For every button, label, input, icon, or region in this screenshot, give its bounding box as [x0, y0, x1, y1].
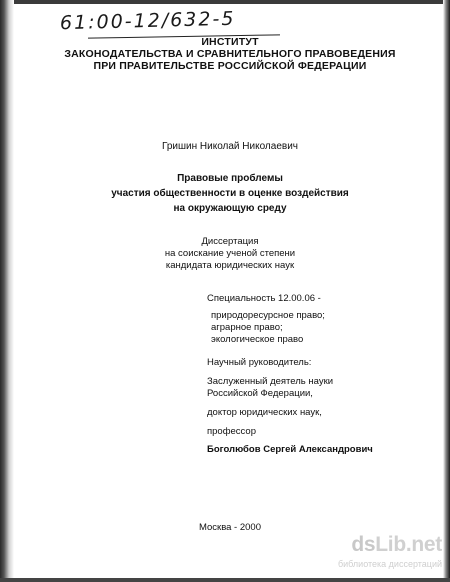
institute-line-2: ЗАКОНОДАТЕЛЬСТВА И СРАВНИТЕЛЬНОГО ПРАВОВЕДЕНИЯ: [64, 48, 396, 60]
specialty-label: Специальность 12.00.06 -: [207, 293, 321, 304]
dslib-watermark-logo: [337, 533, 444, 577]
supervisor-name: Боголюбов Сергей Александрович: [207, 444, 373, 455]
degree-line-1: Диссертация: [201, 236, 259, 247]
handwritten-catalog-code: 61:00-12/632-5: [59, 7, 236, 35]
scan-edge-top: [0, 0, 450, 4]
city-year: Москва - 2000: [198, 522, 261, 533]
dissertation-title: [60, 171, 400, 216]
scan-edge-bottom: [0, 578, 450, 582]
title-line-1: Правовые проблемы: [177, 173, 283, 184]
institute-header: [60, 36, 400, 72]
specialty-block: [207, 293, 325, 346]
degree-line-3: кандидата юридических наук: [165, 260, 295, 271]
author-name: Гришин Николай Николаевич: [161, 141, 298, 152]
specialty-item-1: природоресурсное право;: [211, 310, 325, 321]
supervisor-title-4: профессор: [207, 426, 256, 437]
institute-line-3: ПРИ ПРАВИТЕЛЬСТВЕ РОССИЙСКОЙ ФЕДЕРАЦИИ: [93, 60, 367, 72]
specialty-item-2: аграрное право;: [211, 322, 283, 333]
watermark-brand: [351, 533, 442, 557]
supervisor-title-2: Российской Федерации,: [207, 388, 313, 399]
title-line-3: на окружающую среду: [173, 203, 287, 214]
supervisor-title-3: доктор юридических наук,: [207, 407, 322, 418]
specialty-item-3: экологическое право: [211, 334, 304, 345]
watermark-brand-part-2: Lib.net: [375, 533, 442, 556]
degree-statement: [60, 236, 400, 272]
scan-edge-left: [0, 0, 14, 582]
institute-line-1: ИНСТИТУТ: [201, 36, 259, 48]
supervisor-label: Научный руководитель:: [207, 357, 312, 368]
supervisor-block: [207, 357, 373, 456]
watermark-tagline: библиотека диссертаций: [337, 559, 442, 569]
title-line-2: участия общественности в оценке воздействия: [111, 188, 349, 199]
degree-line-2: на соискание ученой степени: [164, 248, 296, 259]
scan-edge-right: [443, 0, 450, 582]
watermark-brand-part-1: ds: [351, 533, 376, 556]
supervisor-title-1: Заслуженный деятель науки: [207, 376, 334, 387]
